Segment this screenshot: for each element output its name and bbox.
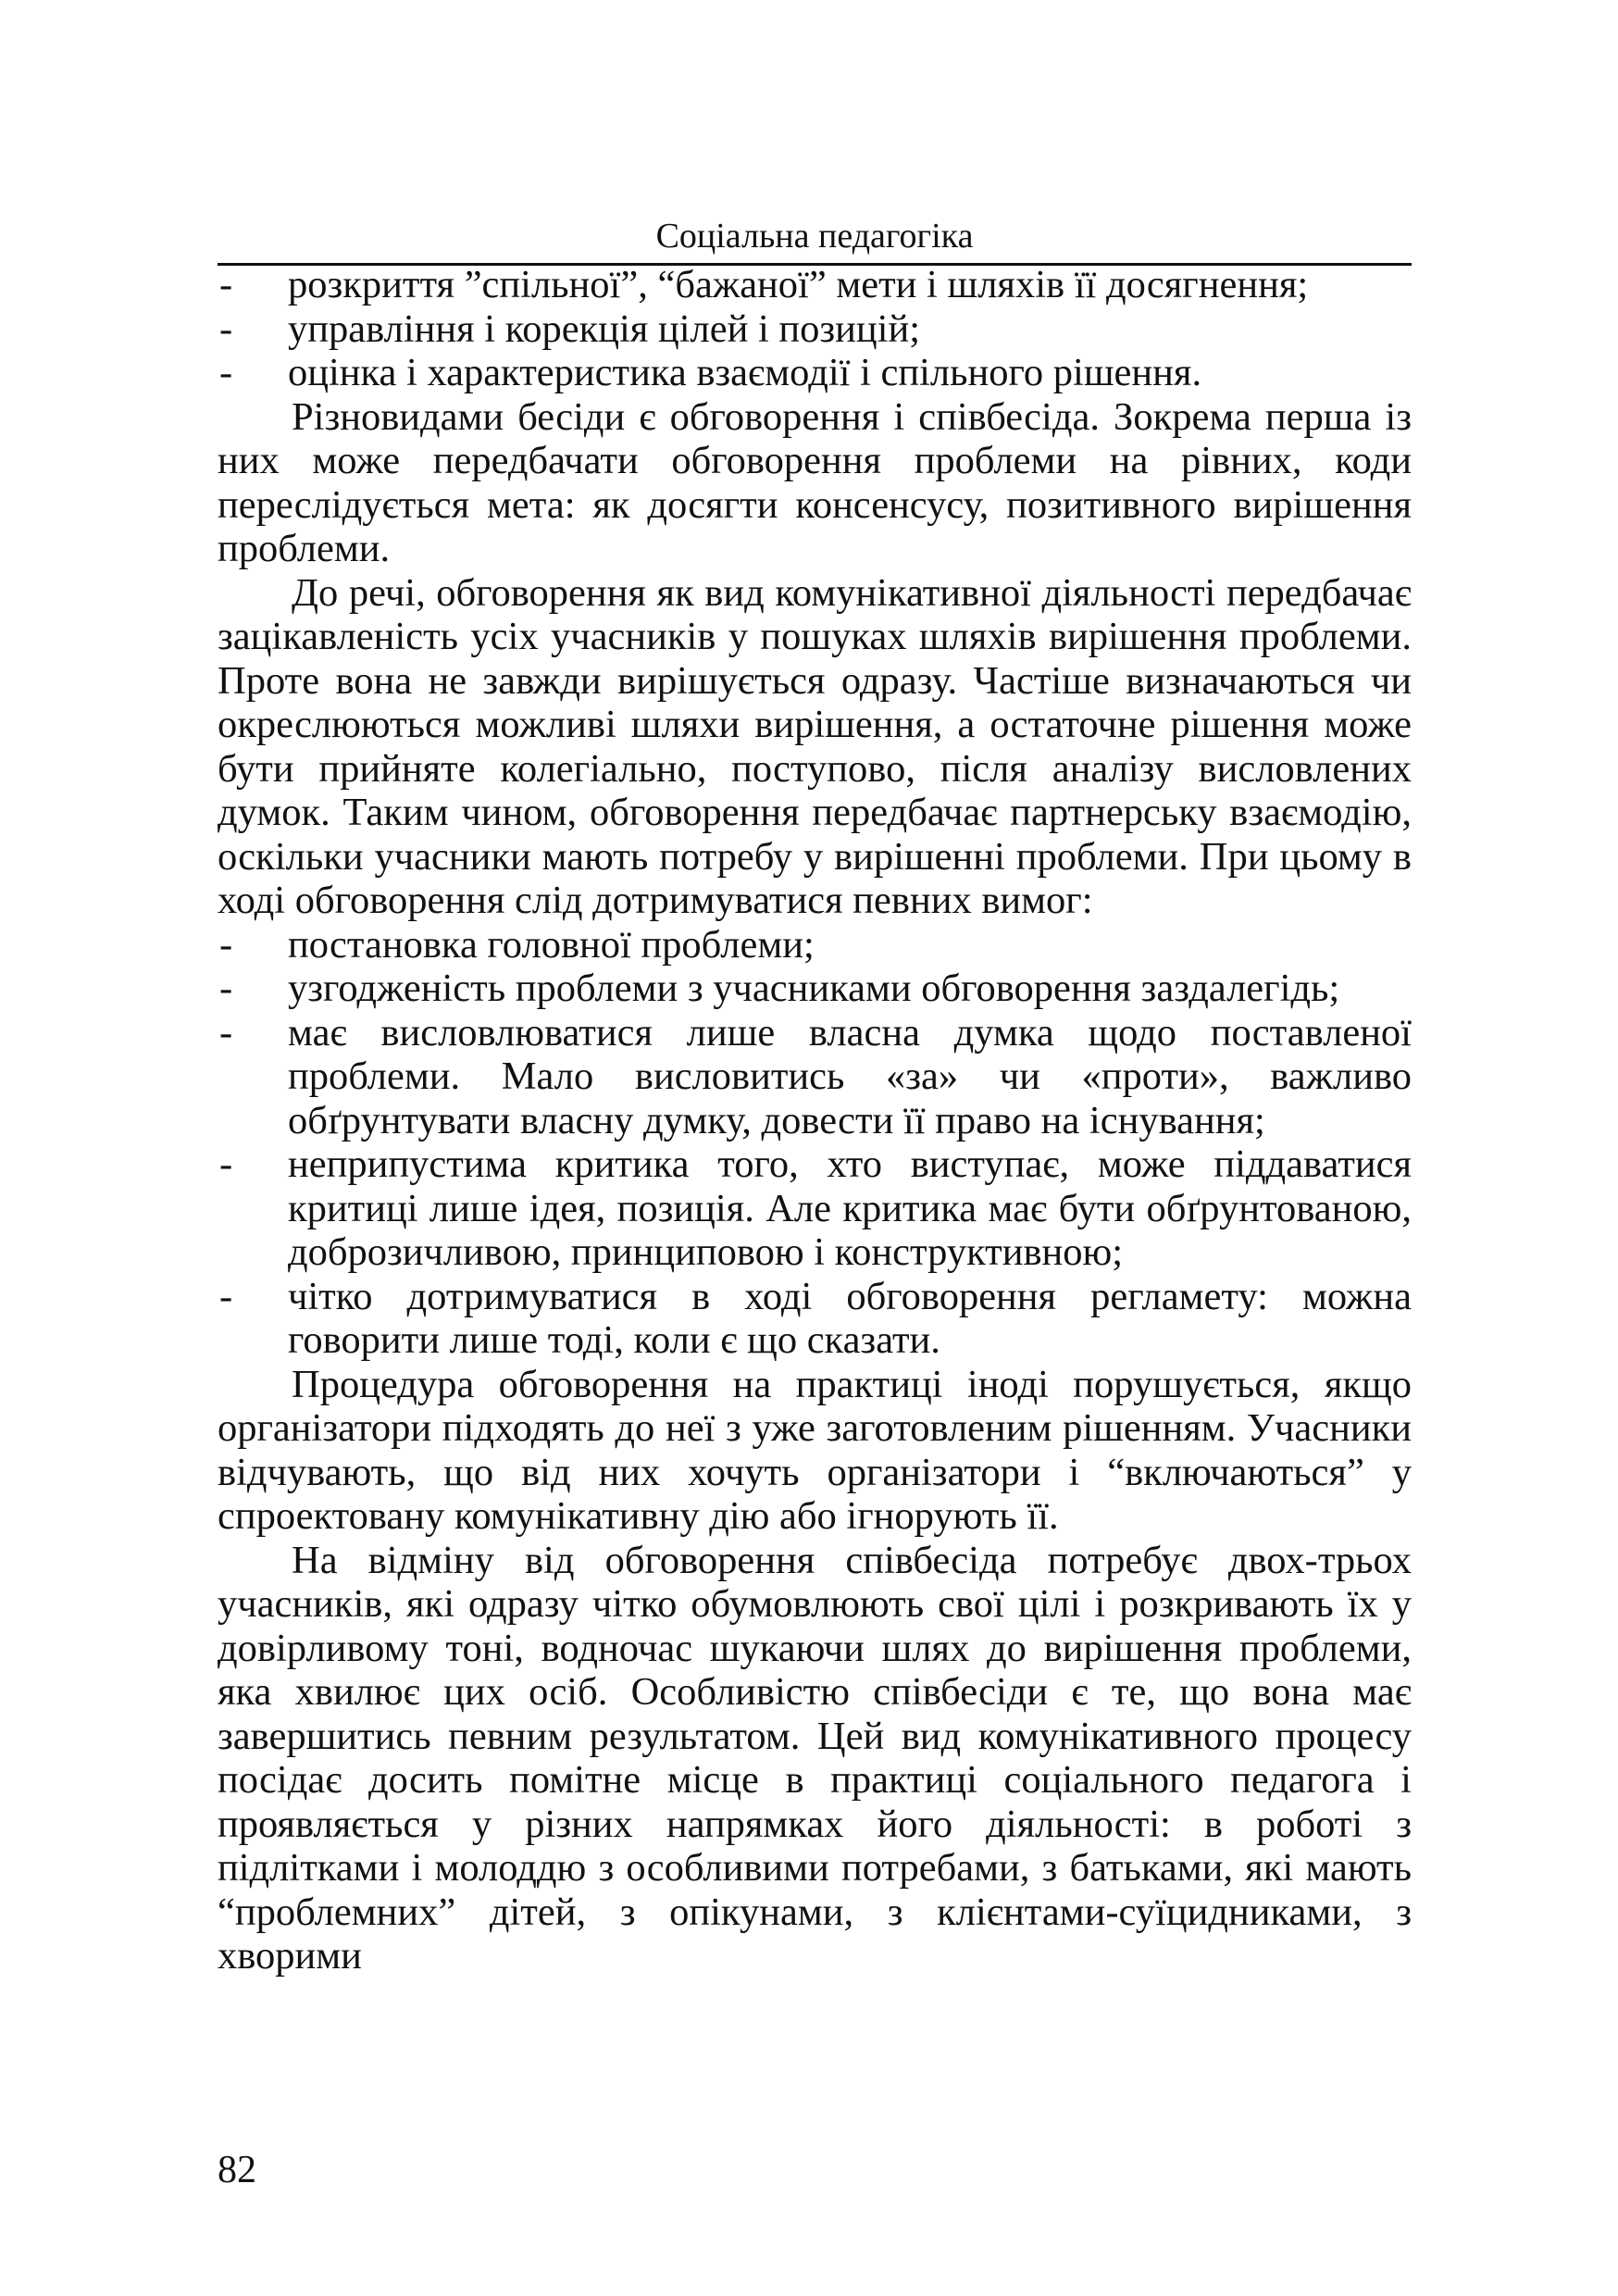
list-item-text: має висловлюватися лише власна думка щодо поставленої проблеми. Мало висловитись «за» чи «проти», важливо обґрунтувати власну думку, довести її право на існування;: [288, 1010, 1412, 1142]
list-item-text: оцінка і характеристика взаємодії і спільного рішення.: [288, 351, 1202, 394]
dash-bullet: -: [219, 967, 233, 1010]
list-item-text: управління і корекція цілей і позицій;: [288, 306, 921, 351]
bullet-list-goals: [218, 263, 1412, 395]
list-item-text: розкриття ”спільної”, “бажаної” мети і шляхів її досягнення;: [288, 263, 1309, 306]
list-item: [218, 307, 1412, 352]
list-item-text: чітко дотримуватися в ході обговорення регламету: можна говорити лише тоді, коли є що сказати.: [288, 1274, 1412, 1362]
paragraph: На відміну від обговорення співбесіда потребує двох-трьох учасників, які одразу чітко обумовлюють свої цілі і розкривають їх у довірливому тоні, водночас шукаючи шлях до вирішення проблеми, яка хвилює цих осіб. Особливістю співбесіди є те, що вона має завершитись певним результатом. Цей вид комунікативного процесу посідає досить помітне місце в практиці соціального педагога і проявляється у різних напрямках його діяльності: в роботі з підлітками і молоддю з особливими потребами, з батьками, які мають “проблемних” дітей, з опікунами, з клієнтами-суїцидниками, з хворими: [218, 1538, 1412, 1978]
dash-bullet: -: [219, 922, 233, 967]
running-header: [218, 211, 1412, 266]
paragraph: Процедура обговорення на практиці іноді порушується, якщо організатори підходять до неї з уже заготовленим рішенням. Учасники відчувають, що від них хочуть організатори і “включаються” у спроектовану комунікативну дію або ігнорують її.: [218, 1362, 1412, 1538]
dash-bullet: -: [219, 263, 233, 306]
bullet-list-requirements: [218, 923, 1412, 1363]
dash-bullet: -: [219, 351, 233, 394]
page-body: [218, 263, 1412, 1978]
list-item-text: постановка головної проблеми;: [288, 922, 815, 967]
list-item: [218, 1011, 1412, 1143]
paragraph: До речі, обговорення як вид комунікативної діяльності передбачає зацікавленість усіх учасників у пошуках шляхів вирішення проблеми. Проте вона не завжди вирішується одразу. Частіше визначаються чи окреслюються можливі шляхи вирішення, а остаточне рішення може бути прийняте колегіально, поступово, після аналізу висловлених думок. Таким чином, обговорення передбачає партнерську взаємодію, оскільки учасники мають потребу у вирішенні проблеми. При цьому в ході обговорення слід дотримуватися певних вимог:: [218, 570, 1412, 922]
list-item: [218, 263, 1412, 307]
dash-bullet: -: [219, 1274, 233, 1318]
dash-bullet: -: [219, 1142, 233, 1186]
running-title: Соціальна педагогіка: [655, 217, 974, 256]
list-item: [218, 1275, 1412, 1363]
list-item: [218, 967, 1412, 1011]
dash-bullet: -: [219, 306, 233, 351]
list-item: [218, 1142, 1412, 1275]
list-item: [218, 923, 1412, 967]
dash-bullet: -: [219, 1010, 233, 1054]
list-item-text: узгодженість проблеми з учасниками обговорення заздалегідь;: [288, 967, 1340, 1010]
list-item: [218, 351, 1412, 395]
page-number: 82: [218, 2149, 256, 2191]
list-item-text: неприпустима критика того, хто виступає, може піддаватися критиці лише ідея, позиція. Але критика має бути обґрунтованою, доброзичливою, принциповою і конструктивною;: [288, 1142, 1412, 1274]
paragraph: Різновидами бесіди є обговорення і співбесіда. Зокрема перша із них може передбачати обговорення проблеми на рівних, коди переслідується мета: як досягти консенсусу, позитивного вирішення проблеми.: [218, 394, 1412, 570]
